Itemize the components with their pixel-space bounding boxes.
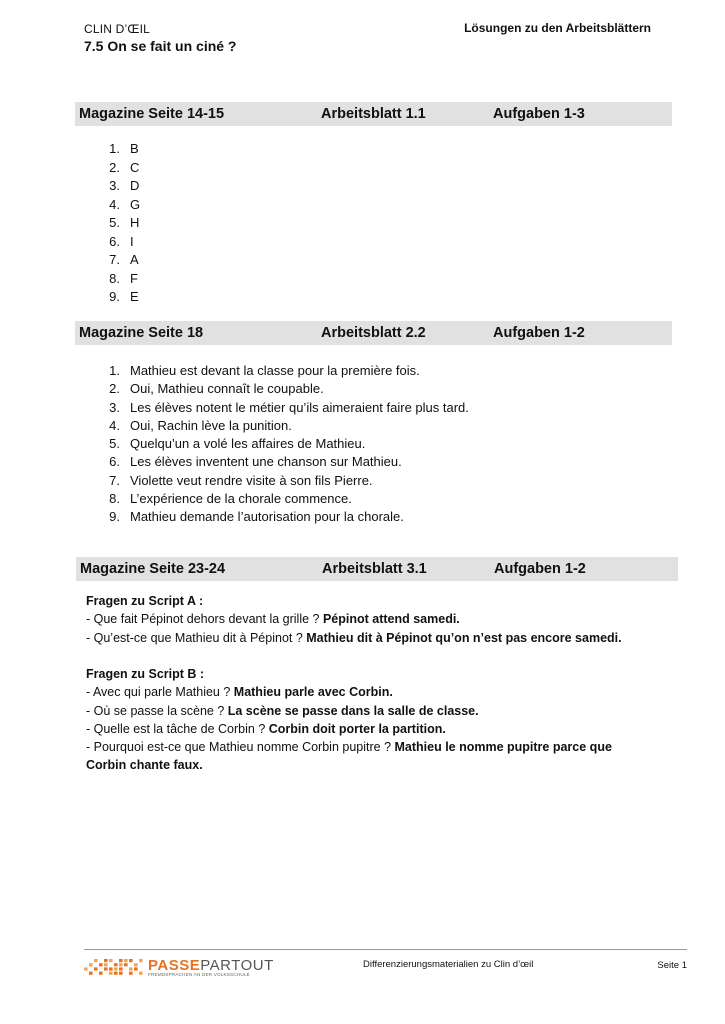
script-a-heading: Fragen zu Script A : xyxy=(86,594,204,608)
logo-dot xyxy=(129,972,133,975)
question-text: - Qu’est-ce que Mathieu dit à Pépinot ? xyxy=(86,630,307,645)
arbeitsblatt-label: Arbeitsblatt 1.1 xyxy=(321,106,426,122)
logo-dot xyxy=(89,963,93,966)
magazine-label: Magazine Seite 23-24 xyxy=(80,561,226,577)
qa-line xyxy=(86,720,646,738)
passepartout-logo xyxy=(84,957,274,979)
logo-dot xyxy=(109,972,113,975)
logo-dot xyxy=(104,959,108,962)
logo-dot xyxy=(119,959,123,962)
logo-dot xyxy=(114,967,118,970)
item-text: I xyxy=(130,233,134,249)
section-header-2 xyxy=(75,321,672,345)
list-item xyxy=(100,417,469,435)
item-number: 4. xyxy=(109,417,120,433)
answer-text: Mathieu le nomme pupitre parce que Corbin chante faux. xyxy=(86,740,612,773)
logo-dot xyxy=(99,972,103,975)
logo-dot xyxy=(84,967,88,970)
qa-line xyxy=(86,738,646,775)
qa-line xyxy=(86,702,646,720)
list-item xyxy=(100,453,469,471)
logo-dot xyxy=(124,959,128,962)
list-item xyxy=(100,177,140,196)
list-item xyxy=(100,399,469,417)
logo-dot xyxy=(129,959,133,962)
page-number: Seite 1 xyxy=(657,960,687,971)
item-text: Mathieu demande l’autorisation pour la chorale. xyxy=(130,509,404,525)
document-header xyxy=(84,22,236,54)
item-number: 7. xyxy=(109,252,120,267)
question-text: - Quelle est la tâche de Corbin ? xyxy=(86,721,269,736)
item-text: H xyxy=(130,215,140,230)
logo-dot xyxy=(94,959,98,962)
item-text: Les élèves inventent une chanson sur Mathieu. xyxy=(130,454,402,470)
item-number: 6. xyxy=(109,454,120,470)
series-label: CLIN D’ŒIL xyxy=(84,22,151,36)
logo-dot xyxy=(94,967,98,970)
logo-dot xyxy=(119,963,123,966)
item-text: Violette veut rendre visite à son fils Pierre. xyxy=(130,472,373,488)
item-text: D xyxy=(130,178,140,193)
item-text: Mathieu est devant la classe pour la première fois. xyxy=(130,363,420,378)
item-text: Oui, Mathieu connaît le coupable. xyxy=(130,381,324,397)
answer-text: Corbin doit porter la partition. xyxy=(268,721,446,736)
logo-dot xyxy=(114,963,118,966)
list-item xyxy=(100,270,140,289)
question-text: - Avec qui parle Mathieu ? xyxy=(86,685,234,700)
list-item xyxy=(100,362,469,380)
item-number: 9. xyxy=(109,289,120,304)
logo-dot xyxy=(119,967,123,970)
item-number: 1. xyxy=(109,141,120,156)
logo-dot xyxy=(134,967,138,970)
logo-dot xyxy=(134,963,138,966)
section-header-1 xyxy=(75,102,672,126)
item-number: 9. xyxy=(109,509,120,525)
item-number: 5. xyxy=(109,436,120,452)
list-item xyxy=(100,288,140,307)
footer-center-text: Differenzierungsmaterialien zu Clin d’œil xyxy=(363,959,534,970)
answer-list-1 xyxy=(100,140,140,307)
item-number: 2. xyxy=(109,381,120,397)
script-b-block xyxy=(86,665,646,775)
aufgaben-label: Aufgaben 1-2 xyxy=(494,561,586,577)
page-title: 7.5 On se fait un ciné ? xyxy=(84,38,237,54)
arbeitsblatt-label: Arbeitsblatt 3.1 xyxy=(322,561,427,577)
logo-dot xyxy=(99,963,103,966)
list-item xyxy=(100,196,140,215)
list-item xyxy=(100,233,140,252)
list-item xyxy=(100,251,140,270)
list-item xyxy=(100,140,140,159)
magazine-label: Magazine Seite 14-15 xyxy=(79,106,225,122)
logo-dot xyxy=(114,972,118,975)
question-text: - Pourquoi est-ce que Mathieu nomme Corbin pupitre ? xyxy=(86,740,395,755)
item-number: 6. xyxy=(109,233,120,249)
item-number: 2. xyxy=(109,159,120,175)
answer-text: La scène se passe dans la salle de classe. xyxy=(227,703,479,718)
answer-list-2 xyxy=(100,362,469,527)
qa-line xyxy=(86,610,646,628)
qa-line xyxy=(86,629,646,647)
item-number: 8. xyxy=(109,270,120,286)
logo-dot xyxy=(124,963,128,966)
logo-wordmark: PASSEPARTOUT xyxy=(148,957,274,974)
item-text: A xyxy=(130,252,139,267)
item-text: Oui, Rachin lève la punition. xyxy=(130,417,292,433)
question-text: - Que fait Pépinot dehors devant la grille ? xyxy=(86,612,323,627)
arbeitsblatt-label: Arbeitsblatt 2.2 xyxy=(321,325,426,341)
script-b-heading: Fragen zu Script B : xyxy=(86,667,205,681)
logo-tagline: FREMDSPRACHEN AN DER VOLKSSCHULE xyxy=(148,972,250,977)
magazine-label: Magazine Seite 18 xyxy=(79,325,204,341)
script-a-block xyxy=(86,592,646,647)
header-right-label: Lösungen zu den Arbeitsblättern xyxy=(464,21,651,35)
logo-dot xyxy=(119,972,123,975)
logo-dot xyxy=(139,959,143,962)
logo-dot xyxy=(104,967,108,970)
logo-dot xyxy=(109,959,113,962)
list-item xyxy=(100,472,469,490)
item-number: 7. xyxy=(109,472,120,488)
item-text: Les élèves notent le métier qu’ils aimeraient faire plus tard. xyxy=(130,399,469,415)
aufgaben-label: Aufgaben 1-3 xyxy=(493,106,585,122)
list-item xyxy=(100,508,469,526)
answer-text: Mathieu dit à Pépinot qu’on n’est pas encore samedi. xyxy=(306,630,622,645)
logo-dot xyxy=(139,972,143,975)
item-text: Quelqu’un a volé les affaires de Mathieu. xyxy=(130,436,366,452)
question-text: - Où se passe la scène ? xyxy=(86,703,228,718)
footer-divider xyxy=(84,949,687,950)
item-text: L’expérience de la chorale commence. xyxy=(130,491,352,507)
item-text: C xyxy=(130,159,140,175)
aufgaben-label: Aufgaben 1-2 xyxy=(493,325,585,341)
qa-line xyxy=(86,683,646,701)
item-number: 3. xyxy=(109,399,120,415)
item-number: 4. xyxy=(109,196,120,212)
item-number: 1. xyxy=(109,363,120,378)
section-header-3 xyxy=(76,557,678,581)
item-number: 5. xyxy=(109,215,120,230)
list-item xyxy=(100,490,469,508)
answer-text: Pépinot attend samedi. xyxy=(322,612,460,627)
item-text: B xyxy=(130,141,139,156)
logo-dot xyxy=(104,963,108,966)
item-text: F xyxy=(130,270,138,286)
item-number: 3. xyxy=(109,178,120,193)
item-number: 8. xyxy=(109,491,120,507)
logo-dot xyxy=(129,967,133,970)
list-item xyxy=(100,435,469,453)
item-text: G xyxy=(130,196,141,212)
list-item xyxy=(100,214,140,233)
list-item xyxy=(100,380,469,398)
logo-dot xyxy=(109,967,113,970)
logo-dot xyxy=(89,972,93,975)
list-item xyxy=(100,159,140,178)
item-text: E xyxy=(130,289,139,304)
logo-dots-icon xyxy=(84,959,146,976)
answer-text: Mathieu parle avec Corbin. xyxy=(233,685,393,700)
